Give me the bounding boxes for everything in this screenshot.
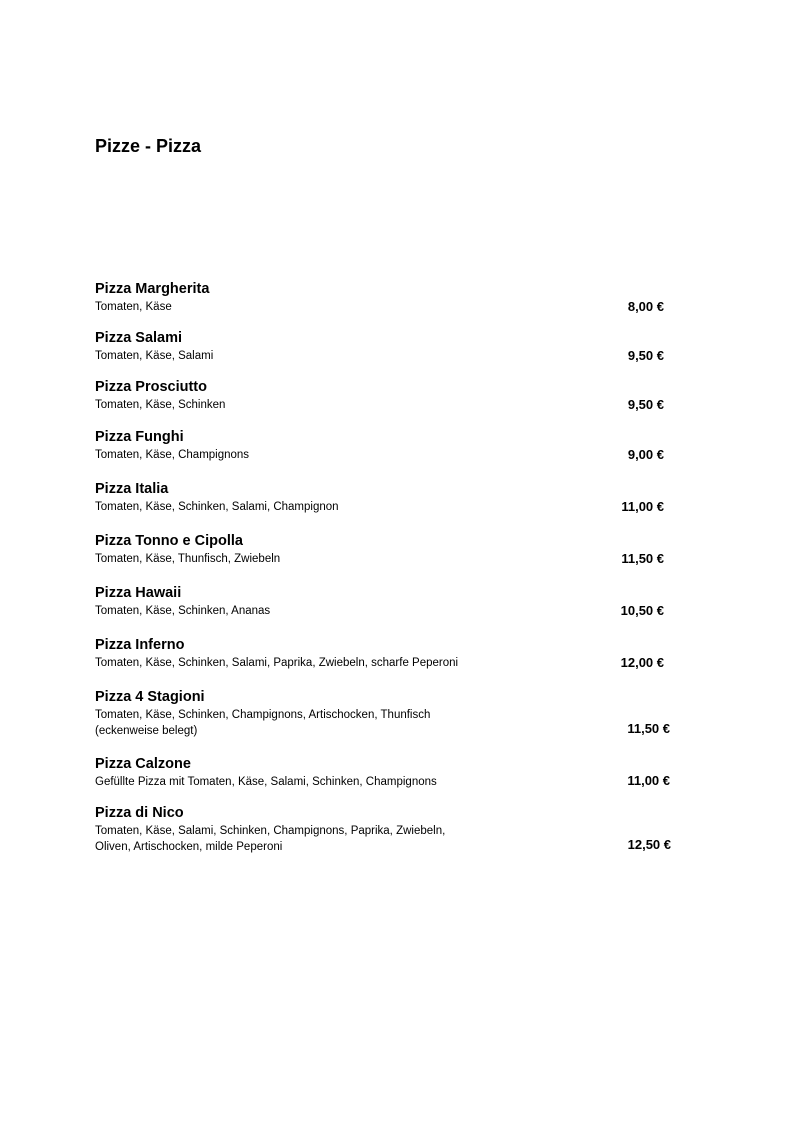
- item-description: Tomaten, Käse, Thunfisch, Zwiebeln: [95, 553, 281, 565]
- menu-item-tonno-e-cipolla: [95, 533, 675, 567]
- item-description: Tomaten, Käse, Schinken, Salami, Paprika, Zwiebeln, scharfe Peperoni: [95, 657, 459, 669]
- item-name: Pizza Margherita: [95, 281, 210, 297]
- item-price: 8,00 €: [627, 299, 664, 314]
- menu-item-calzone: [95, 756, 675, 790]
- item-name: Pizza Hawaii: [95, 585, 182, 601]
- menu-item-funghi: [95, 429, 675, 463]
- item-description: Tomaten, Käse, Champignons: [95, 449, 250, 461]
- menu-item-di-nico: [95, 805, 675, 855]
- item-price: 12,50 €: [627, 837, 671, 852]
- item-price: 11,00 €: [621, 499, 664, 514]
- item-description: Tomaten, Käse: [95, 301, 172, 313]
- item-price: 9,50 €: [627, 348, 664, 363]
- item-name: Pizza Salami: [95, 330, 183, 346]
- menu-item-margherita: [95, 281, 675, 315]
- menu-item-4-stagioni: [95, 689, 675, 739]
- menu-item-italia: [95, 481, 675, 515]
- item-description: Tomaten, Käse, Schinken, Salami, Champignon: [95, 501, 339, 513]
- menu-item-inferno: [95, 637, 675, 671]
- item-description: Tomaten, Käse, Schinken, Ananas: [95, 605, 271, 617]
- item-price: 12,00 €: [620, 655, 664, 670]
- item-name: Pizza di Nico: [95, 805, 184, 821]
- item-description: Tomaten, Käse, Schinken, Champignons, Artischocken, Thunfisch (eckenweise belegt): [95, 709, 431, 737]
- item-name: Pizza Tonno e Cipolla: [95, 533, 243, 549]
- item-name: Pizza 4 Stagioni: [95, 689, 205, 705]
- menu-item-salami: [95, 330, 675, 364]
- item-price: 11,50 €: [627, 721, 670, 736]
- item-name: Pizza Italia: [95, 481, 169, 497]
- item-description: Gefüllte Pizza mit Tomaten, Käse, Salami, Schinken, Champignons: [95, 776, 437, 788]
- page-title: Pizze - Pizza: [95, 136, 202, 156]
- item-price: 9,00 €: [627, 447, 664, 462]
- item-price: 11,00 €: [627, 773, 670, 788]
- item-price: 11,50 €: [621, 551, 664, 566]
- menu-item-hawaii: [95, 585, 675, 619]
- menu-item-prosciutto: [95, 379, 675, 413]
- item-description: Tomaten, Käse, Schinken: [95, 399, 226, 411]
- item-name: Pizza Inferno: [95, 637, 185, 653]
- item-description: Tomaten, Käse, Salami, Schinken, Champignons, Paprika, Zwiebeln, Oliven, Artischocken, milde Peperoni: [95, 825, 446, 853]
- item-name: Pizza Calzone: [95, 756, 191, 772]
- item-price: 9,50 €: [627, 397, 664, 412]
- item-description: Tomaten, Käse, Salami: [95, 350, 214, 362]
- item-price: 10,50 €: [620, 603, 664, 618]
- item-name: Pizza Funghi: [95, 429, 184, 445]
- item-name: Pizza Prosciutto: [95, 379, 207, 395]
